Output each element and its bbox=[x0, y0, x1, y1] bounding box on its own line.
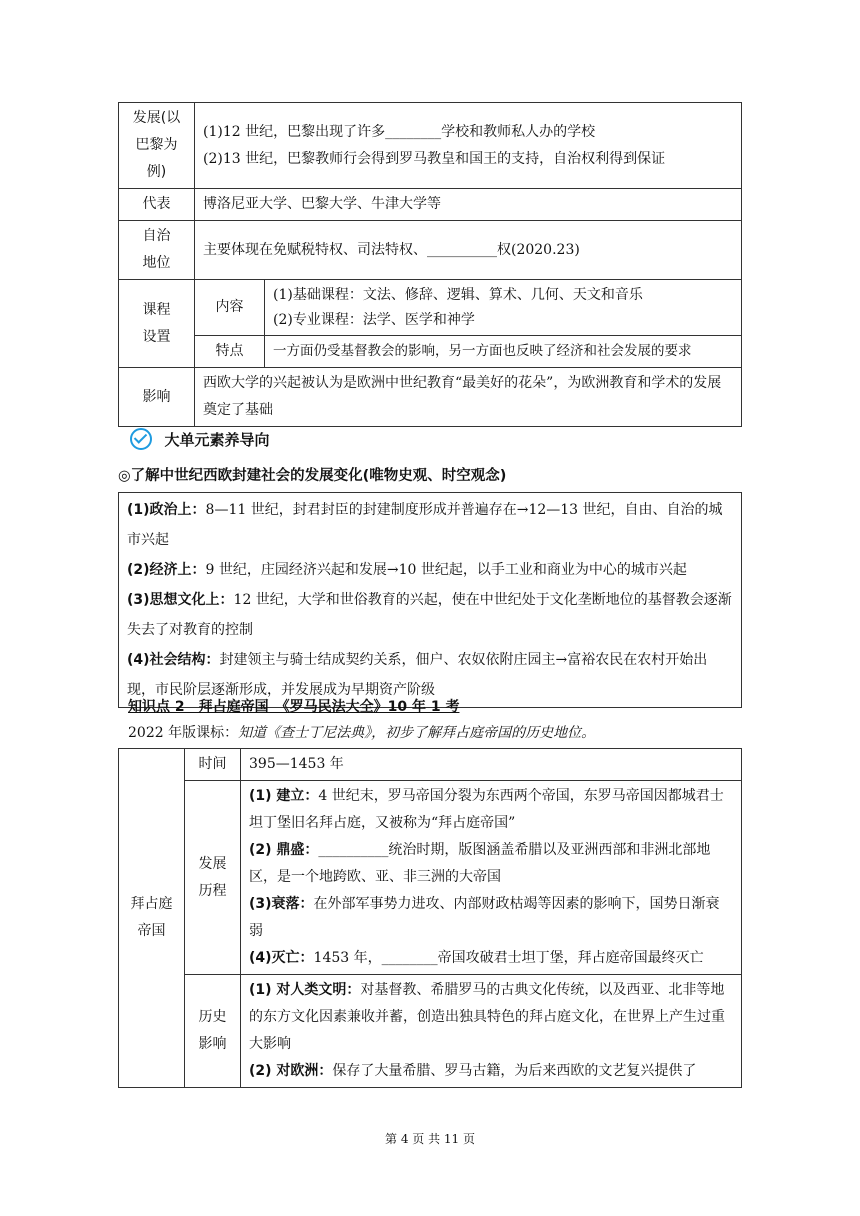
list-item bbox=[249, 783, 733, 837]
list-item bbox=[249, 945, 733, 972]
row-content bbox=[265, 280, 742, 336]
item-label: (2)经济上： bbox=[127, 562, 206, 578]
knowledge-title: 知识点 2 拜占庭帝国 《罗马民法大全》10 年 1 考 bbox=[128, 699, 460, 715]
table-row bbox=[119, 103, 742, 189]
item-text: __________统治时期，版图涵盖希腊以及亚洲西部和非洲北部地区，是一个地跨欧、亚、非三洲的大帝国 bbox=[249, 842, 711, 885]
row-content: 395—1453 年 bbox=[241, 749, 742, 781]
list-item bbox=[249, 891, 733, 945]
row-content: 主要体现在免赋税特权、司法特权、__________权(2020.23) bbox=[195, 221, 742, 280]
item-label: (1) 对人类文明： bbox=[249, 982, 361, 998]
item-label: (4)灭亡： bbox=[249, 950, 314, 966]
header-text: 拜占庭帝国 bbox=[130, 896, 173, 939]
item-text: 对基督教、希腊罗马的古典文化传统，以及西亚、北非等地的东方文化因素兼收并蓄，创造出独具特色的拜占庭文化，在世界上产生过重大影响 bbox=[249, 982, 725, 1052]
item-label: (1) 建立： bbox=[249, 788, 319, 804]
row-header: 代表 bbox=[119, 189, 195, 221]
list-item bbox=[249, 837, 733, 891]
table-row bbox=[119, 189, 742, 221]
page-footer: 第 4 页 共 11 页 bbox=[385, 1132, 475, 1146]
main-header bbox=[119, 749, 185, 1088]
item-text: 9 世纪，庄园经济兴起和发展→10 世纪起，以手工业和商业为中心的城市兴起 bbox=[205, 562, 687, 578]
content-line: (1)基础课程：文法、修辞、逻辑、算术、几何、天文和音乐 bbox=[273, 286, 643, 303]
content-line: (2)13 世纪，巴黎教师行会得到罗马教皇和国王的支持，自治权利得到保证 bbox=[203, 150, 666, 167]
row-content bbox=[241, 975, 742, 1088]
table-row bbox=[119, 975, 742, 1088]
list-item bbox=[127, 495, 733, 555]
item-text: 4 世纪末，罗马帝国分裂为东西两个帝国，东罗马帝国因都城君士坦丁堡旧名拜占庭，又被称为“拜占庭帝国” bbox=[249, 788, 724, 831]
section-heading bbox=[130, 428, 269, 450]
header-text: 发展历程 bbox=[198, 855, 227, 899]
item-text: 12 世纪，大学和世俗教育的兴起，使在中世纪处于文化垄断地位的基督教会逐渐失去了对教育的控制 bbox=[127, 592, 732, 638]
header-text: 自治地位 bbox=[142, 228, 171, 271]
item-label: (3)衰落： bbox=[249, 896, 314, 912]
list-item bbox=[127, 555, 733, 585]
curriculum-standard bbox=[128, 722, 595, 742]
item-text: 在外部军事势力进攻、内部财政枯竭等因素的影响下，国势日渐衰弱 bbox=[249, 896, 720, 939]
section-title: 大单元素养导向 bbox=[164, 430, 270, 449]
table-row bbox=[119, 280, 742, 336]
byzantine-table bbox=[118, 748, 742, 1088]
row-header bbox=[119, 221, 195, 280]
item-text: 8—11 世纪，封君封臣的封建制度形成并普遍存在→12—13 世纪，自由、自治的城市兴起 bbox=[127, 502, 723, 548]
row-content bbox=[241, 781, 742, 975]
list-item bbox=[127, 585, 733, 645]
item-label: (2) 鼎盛： bbox=[249, 842, 319, 858]
row-header: 影响 bbox=[119, 368, 195, 427]
table-row bbox=[119, 781, 742, 975]
table-row bbox=[119, 336, 742, 368]
row-content: 一方面仍受基督教会的影响，另一方面也反映了经济和社会发展的要求 bbox=[265, 336, 742, 368]
item-text: 1453 年，________帝国攻破君士坦丁堡，拜占庭帝国最终灭亡 bbox=[313, 950, 704, 966]
row-content bbox=[195, 103, 742, 189]
list-item bbox=[249, 1058, 733, 1085]
item-label: (2) 对欧洲： bbox=[249, 1063, 333, 1079]
university-table bbox=[118, 102, 742, 427]
standard-label: 2022 年版课标： bbox=[128, 725, 239, 741]
table-row bbox=[119, 221, 742, 280]
section-subtitle: ◎了解中世纪西欧封建社会的发展变化(唯物史观、时空观念) bbox=[118, 468, 507, 484]
content-line: (2)专业课程：法学、医学和神学 bbox=[273, 311, 475, 328]
item-text: 封建领主与骑士结成契约关系，佃户、农奴依附庄园主→富裕农民在农村开始出现，市民阶层逐渐形成，并发展成为早期资产阶级 bbox=[127, 652, 708, 698]
header-text: 历史影响 bbox=[198, 1009, 227, 1052]
item-label: (3)思想文化上： bbox=[127, 592, 234, 608]
standard-text: 知道《查士丁尼法典》，初步了解拜占庭帝国的历史地位。 bbox=[238, 725, 596, 741]
sub-header bbox=[185, 975, 241, 1088]
content-line: (1)12 世纪，巴黎出现了许多________学校和教师私人办的学校 bbox=[203, 123, 596, 140]
row-header bbox=[119, 280, 195, 368]
table-row bbox=[119, 368, 742, 427]
list-item bbox=[249, 977, 733, 1058]
row-header: 发展(以巴黎为例) bbox=[119, 103, 195, 189]
sub-header: 时间 bbox=[185, 749, 241, 781]
check-circle-icon bbox=[130, 428, 152, 450]
sub-header: 内容 bbox=[195, 280, 265, 336]
row-content: 博洛尼亚大学、巴黎大学、牛津大学等 bbox=[195, 189, 742, 221]
header-text: 课程设置 bbox=[142, 301, 171, 345]
row-content: 西欧大学的兴起被认为是欧洲中世纪教育“最美好的花朵”，为欧洲教育和学术的发展奠定了基础 bbox=[195, 368, 742, 427]
table-row bbox=[119, 749, 742, 781]
sub-header: 特点 bbox=[195, 336, 265, 368]
sub-header bbox=[185, 781, 241, 975]
item-label: (1)政治上： bbox=[127, 502, 206, 518]
item-label: (4)社会结构： bbox=[127, 652, 220, 668]
item-text: 保存了大量希腊、罗马古籍，为后来西欧的文艺复兴提供了 bbox=[332, 1063, 697, 1079]
summary-box bbox=[118, 492, 742, 708]
